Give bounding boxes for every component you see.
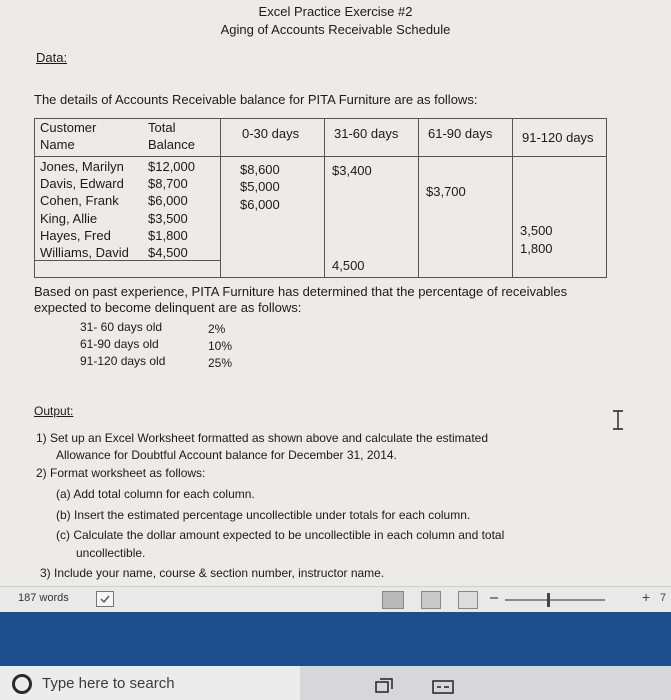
search-box[interactable] [0, 666, 300, 700]
header-customer: Customer [40, 120, 97, 135]
row-91-120: 1,800 [520, 241, 553, 256]
output-line: 1) Set up an Excel Worksheet formatted as shown above and calculate the estimated [36, 431, 489, 445]
row-total: $8,700 [148, 176, 188, 191]
word-count[interactable]: 187 words [18, 592, 69, 604]
row-total: $1,800 [148, 228, 188, 243]
row-0-30: $5,000 [240, 179, 280, 194]
intro-text: The details of Accounts Receivable balance for PITA Furniture are as follows: [34, 92, 478, 107]
experience-line1: Based on past experience, PITA Furniture has determined that the percentage of receivables [34, 284, 568, 299]
row-total: $3,500 [148, 211, 188, 226]
output-line: uncollectible. [76, 546, 146, 560]
web-layout-icon[interactable] [458, 591, 478, 609]
doc-subtitle: Aging of Accounts Receivable Schedule [220, 22, 451, 37]
row-91-120: 3,500 [520, 223, 553, 238]
header-91-120: 91-120 days [522, 130, 594, 145]
data-heading: Data: [36, 50, 68, 65]
row-0-30: $6,000 [240, 197, 280, 212]
pct-value: 25% [208, 356, 233, 370]
pct-label: 31- 60 days old [80, 320, 163, 334]
output-heading: Output: [34, 404, 74, 418]
header-31-60: 31-60 days [334, 126, 399, 141]
pinned-app-icon[interactable] [432, 678, 454, 694]
header-total-balance: Balance [148, 137, 195, 152]
task-view-icon[interactable] [374, 678, 394, 694]
pct-label: 91-120 days old [80, 354, 166, 368]
output-line: (a) Add total column for each column. [56, 487, 255, 501]
row-31-60: $3,400 [332, 163, 372, 178]
output-line: 3) Include your name, course & section number, instructor name. [40, 566, 385, 580]
header-total: Total [148, 120, 176, 135]
header-0-30: 0-30 days [242, 126, 300, 141]
row-61-90: $3,700 [426, 184, 466, 199]
zoom-level[interactable]: 7 [660, 592, 667, 604]
row-name: Williams, David [40, 245, 129, 260]
output-line: (c) Calculate the dollar amount expected to be uncollectible in each column and total [56, 528, 505, 542]
pct-value: 2% [208, 322, 226, 336]
zoom-slider-thumb[interactable] [547, 593, 550, 607]
row-name: Cohen, Frank [40, 193, 119, 208]
row-0-30: $8,600 [240, 162, 280, 177]
row-total: $4,500 [148, 245, 188, 260]
zoom-in-button[interactable]: + [642, 589, 651, 605]
row-total: $6,000 [148, 193, 188, 208]
row-name: King, Allie [40, 211, 98, 226]
proofing-icon[interactable] [96, 591, 114, 607]
taskbar [0, 666, 671, 700]
zoom-slider[interactable] [505, 599, 605, 601]
output-line: (b) Insert the estimated percentage uncollectible under totals for each column. [56, 508, 471, 522]
pct-label: 61-90 days old [80, 337, 159, 351]
desktop-background [0, 612, 671, 666]
header-customer-name: Name [40, 137, 75, 152]
text-cursor-icon [612, 410, 624, 430]
cortana-icon[interactable] [12, 674, 32, 694]
pct-value: 10% [208, 339, 233, 353]
row-name: Jones, Marilyn [40, 159, 124, 174]
doc-title: Excel Practice Exercise #2 [258, 4, 413, 19]
row-31-60: 4,500 [332, 258, 365, 273]
row-name: Hayes, Fred [40, 228, 111, 243]
status-bar [0, 586, 671, 613]
search-input[interactable]: Type here to search [42, 675, 175, 692]
row-total: $12,000 [148, 159, 195, 174]
print-layout-icon[interactable] [421, 591, 441, 609]
row-name: Davis, Edward [40, 176, 124, 191]
zoom-out-button[interactable] [488, 591, 500, 605]
header-61-90: 61-90 days [428, 126, 493, 141]
experience-line2: expected to become delinquent are as follows: [34, 300, 302, 315]
output-line: Allowance for Doubtful Account balance for December 31, 2014. [56, 448, 397, 462]
receivables-table [34, 118, 607, 278]
read-mode-icon[interactable] [382, 591, 404, 609]
output-line: 2) Format worksheet as follows: [36, 466, 206, 480]
